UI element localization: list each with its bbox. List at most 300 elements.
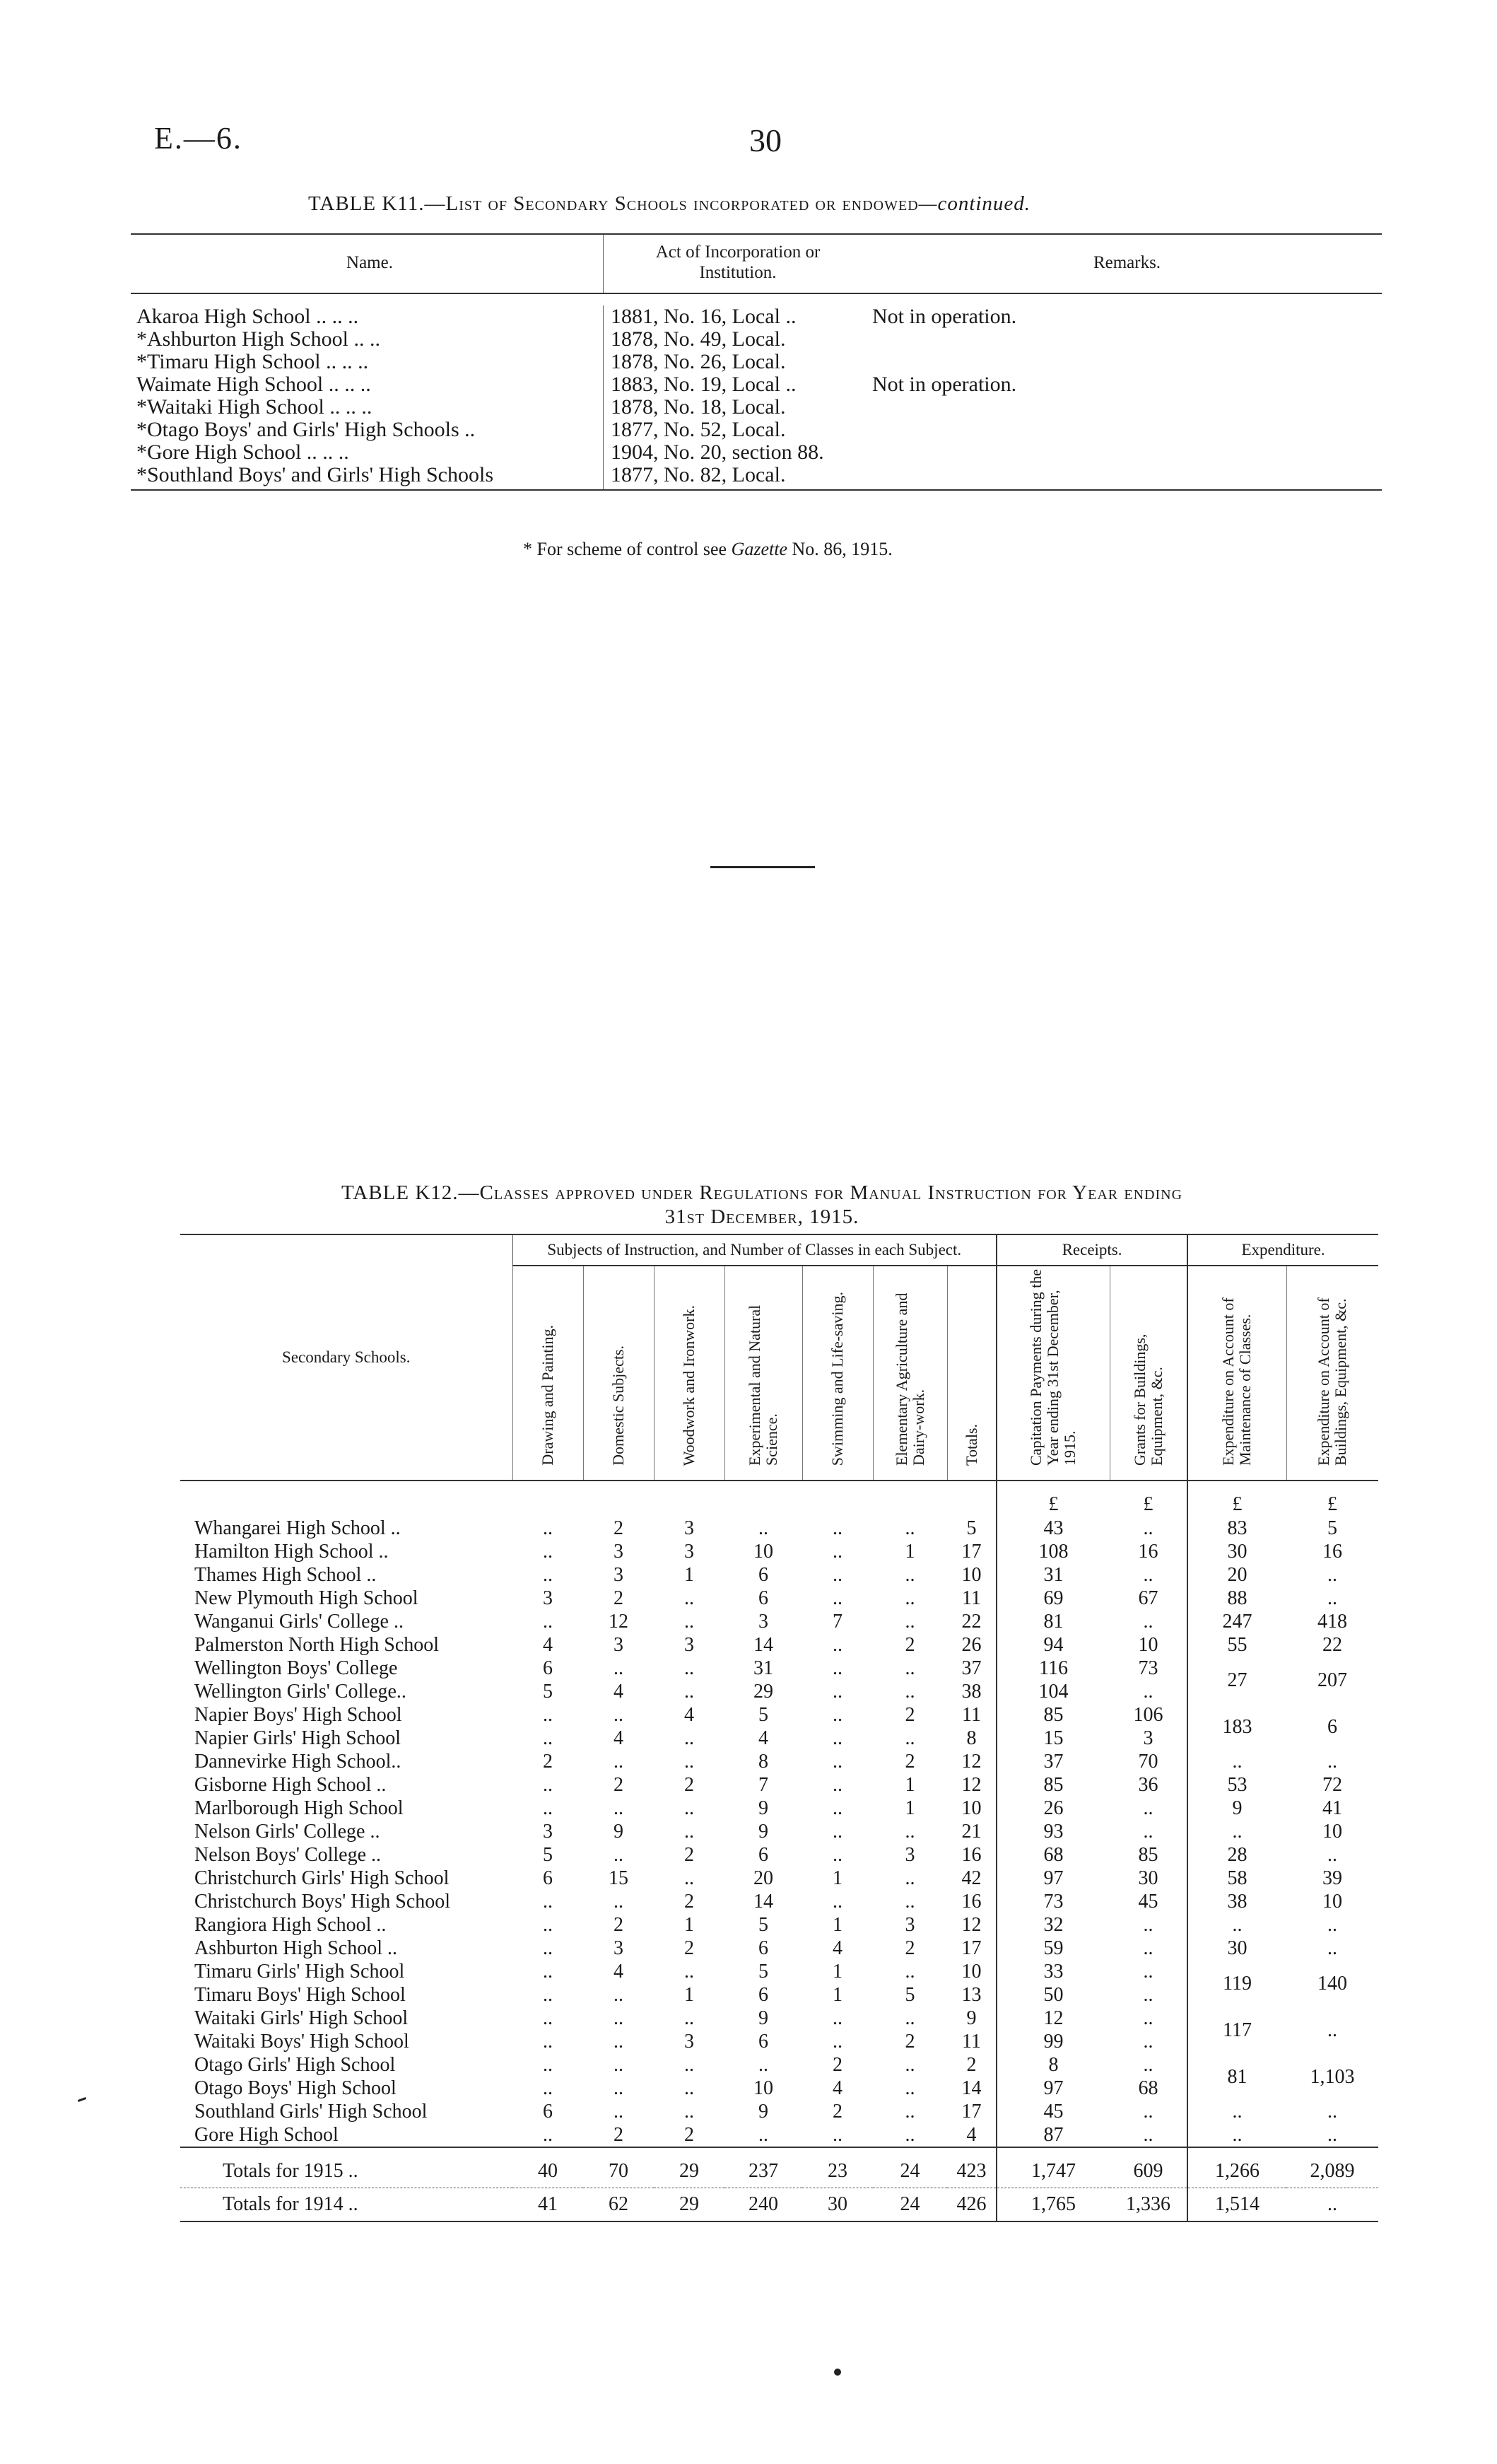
cell-swimming: 1 [833,1867,843,1889]
page-number: 30 [749,122,782,158]
cell-swimming: 1 [833,1914,843,1936]
cell-capitation: 104 [997,1680,1110,1703]
cell-agriculture: 2 [905,1751,915,1773]
school-name: Palmerston North High School [194,1634,440,1656]
cell-woodwork: 1 [684,1914,694,1936]
cell-experimental: 6 [758,1984,768,2006]
cell-swimming: .. [833,2007,843,2029]
cell-agriculture: .. [905,2101,915,2123]
cell-domestic: .. [614,2077,623,2099]
footnote-suffix: No. 86, 1915. [787,539,893,559]
cell-capitation: 43 [997,1517,1110,1540]
school-name: Akaroa High School .. .. .. [136,305,359,328]
cell-exp-build: 22 [1322,1634,1343,1656]
cell-domestic: 3 [614,1937,623,1959]
cell-grants: 106 [1133,1704,1163,1726]
cell-capitation: 32 [997,1913,1110,1937]
cell-total: 9 [966,2007,977,2029]
cell-capitation: 15 [997,1727,1110,1750]
cell-experimental: 9 [758,1797,768,1819]
table-row [180,2053,1378,2077]
cell-exp-maint: .. [1187,1820,1286,1843]
table-row [180,1843,1378,1867]
col-header-drawing [512,1266,583,1481]
cell-drawing: 5 [543,1681,553,1703]
cell-woodwork: .. [684,1961,694,1983]
school-name: Otago Girls' High School [194,2054,396,2076]
cell-exp-maint: 38 [1187,1890,1286,1913]
table-k12-title [211,1181,1313,1229]
cell-swimming: .. [833,2031,843,2053]
cell-grants: 16 [1138,1541,1158,1563]
cell-domestic: .. [614,1704,623,1726]
table-row [180,1540,1378,1563]
cell-exp-build: .. [1327,2124,1338,2146]
cell-domestic: 12 [609,1611,628,1633]
school-name: Otago Boys' High School [194,2077,397,2099]
school-name: Timaru Boys' High School [194,1984,406,2006]
cell-domestic: .. [614,1984,623,2006]
school-name: Napier Girls' High School [194,1727,401,1749]
remarks: Not in operation. [872,305,1017,328]
col-header-swimming [802,1266,873,1481]
col-header-capitation-text: Capitation Payments during the Year ending 31st December, 1915. [1027,1268,1079,1466]
cell-grants: 73 [1138,1657,1158,1679]
unit-grants: £ [1143,1493,1153,1515]
cell-experimental: 5 [758,1961,768,1983]
table-row [131,419,1382,441]
cell-swimming: .. [833,1751,843,1773]
total-drawing: 41 [512,2188,583,2222]
cell-woodwork: .. [684,1867,694,1889]
table-row [180,1913,1378,1937]
act-of-incorporation: 1877, No. 82, Local. [604,464,866,490]
table-row [180,1890,1378,1913]
cell-grants: .. [1143,2007,1153,2029]
cell-total: 26 [961,1634,982,1656]
school-name: Southland Girls' High School [194,2101,428,2123]
col-header-exp-maintenance-text: Expenditure on Account of Maintenance of Classes. [1219,1297,1255,1466]
cell-total: 16 [961,1844,982,1866]
cell-capitation: 33 [997,1960,1110,1983]
cell-experimental: 3 [758,1611,768,1633]
cell-experimental: 20 [753,1867,773,1889]
table-k12-title-line1: TABLE K12.—Classes approved under Regulations for Manual Instruction for Year ending [341,1181,1183,1204]
cell-total: 5 [966,1517,977,1539]
cell-agriculture: 3 [905,1844,915,1866]
table-row [180,2123,1378,2147]
table-row [131,396,1382,419]
cell-experimental: 10 [753,1541,773,1563]
school-name: Marlborough High School [194,1797,404,1819]
cell-drawing: .. [543,1797,553,1819]
col-header-drawing-text: Drawing and Painting. [539,1325,556,1466]
cell-drawing: 2 [543,1751,553,1773]
school-name: Waimate High School .. .. .. [136,373,371,396]
cell-agriculture: .. [905,1821,915,1843]
cell-drawing: .. [543,1611,553,1633]
cell-experimental: 7 [758,1774,768,1796]
cell-drawing: .. [543,1914,553,1936]
total-exp-build: 2,089 [1286,2147,1378,2188]
cell-woodwork: .. [684,1611,694,1633]
cell-woodwork: .. [684,1751,694,1773]
remarks [865,396,1382,419]
cell-grants: .. [1143,2101,1153,2123]
cell-swimming: .. [833,1587,843,1609]
cell-experimental: 9 [758,2101,768,2123]
table-row [180,1563,1378,1587]
cell-woodwork: 2 [684,2124,694,2146]
table-row [180,2007,1378,2030]
cell-drawing: .. [543,1704,553,1726]
cell-grants: .. [1143,1984,1153,2006]
school-name: Hamilton High School .. [194,1541,389,1563]
col-header-exp-buildings [1286,1266,1378,1481]
table-row [131,328,1382,351]
cell-experimental: 10 [753,2077,773,2099]
school-name: Ashburton High School .. [194,1937,397,1959]
total-agriculture: 24 [873,2147,947,2188]
school-name: *Gore High School .. .. .. [136,440,349,464]
cell-agriculture: .. [905,1657,915,1679]
cell-woodwork: .. [684,2077,694,2099]
cell-drawing: .. [543,2031,553,2053]
cell-agriculture: .. [905,1587,915,1609]
cell-agriculture: .. [905,1611,915,1633]
cell-capitation: 26 [997,1797,1110,1820]
school-name: *Timaru High School .. .. .. [136,350,369,373]
cell-capitation: 97 [997,1867,1110,1890]
school-name: *Waitaki High School .. .. .. [136,395,372,419]
cell-exp-maint: .. [1187,1750,1286,1773]
table-k12-body [180,1481,1378,2221]
total-domestic: 62 [583,2188,654,2222]
table-row [131,351,1382,373]
cell-experimental: 14 [753,1634,773,1656]
cell-exp-maint: .. [1187,2123,1286,2147]
table-row [131,441,1382,464]
table-k11-header-row [131,234,1382,293]
cell-total: 4 [966,2124,977,2146]
cell-drawing: .. [543,1774,553,1796]
cell-agriculture: .. [905,1891,915,1913]
cell-woodwork: 2 [684,1937,694,1959]
cell-swimming: .. [833,1657,843,1679]
cell-grants: .. [1143,1611,1153,1633]
cell-exp-build: 140 [1317,1972,1348,1995]
cell-domestic: .. [614,2054,623,2076]
col-header-act-text: Act of Incorporation or Institution. [655,243,821,282]
cell-capitation: 12 [997,2007,1110,2030]
col-header-domestic-text: Domestic Subjects. [609,1345,627,1466]
cell-agriculture: .. [905,1961,915,1983]
total-exp-maint: 1,266 [1187,2147,1286,2188]
cell-exp-maint: 117 [1187,2007,1286,2053]
cell-domestic: 4 [614,1961,623,1983]
total-exp-maint: 1,514 [1187,2188,1286,2222]
cell-exp-build: .. [1327,1587,1338,1609]
cell-drawing: 6 [543,2101,553,2123]
cell-domestic: 2 [614,1774,623,1796]
cell-exp-maint: 9 [1187,1797,1286,1820]
cell-capitation: 108 [997,1540,1110,1563]
cell-domestic: 2 [614,1517,623,1539]
cell-domestic: .. [614,1797,623,1819]
cell-exp-build: .. [1327,1564,1338,1586]
table-row [180,1867,1378,1890]
cell-agriculture: .. [905,1681,915,1703]
cell-drawing: 3 [543,1821,553,1843]
cell-agriculture: .. [905,2007,915,2029]
group-header-subjects: Subjects of Instruction, and Number of Classes in each Subject. [512,1234,997,1266]
total-grants: 609 [1110,2147,1187,2188]
cell-drawing: .. [543,2054,553,2076]
col-header-woodwork-text: Woodwork and Ironwork. [680,1304,698,1466]
cell-capitation: 50 [997,1983,1110,2007]
cell-capitation: 37 [997,1750,1110,1773]
table-row [180,1657,1378,1680]
school-name: Christchurch Boys' High School [194,1891,451,1913]
cell-domestic: 3 [614,1634,623,1656]
remarks [865,441,1382,464]
cell-total: 10 [961,1961,982,1983]
cell-exp-maint: 81 [1187,2053,1286,2100]
cell-domestic: 2 [614,1587,623,1609]
cell-exp-build: .. [1327,2019,1338,2041]
cell-grants: .. [1143,1681,1153,1703]
cell-woodwork: 3 [684,1517,694,1539]
cell-total: 13 [961,1984,982,2006]
total-experimental: 240 [724,2188,802,2222]
cell-capitation: 87 [997,2123,1110,2147]
table-row [180,1610,1378,1633]
remarks [865,464,1382,490]
cell-exp-maint: 30 [1187,1540,1286,1563]
cell-grants: .. [1143,1914,1153,1936]
cell-total: 11 [962,1587,981,1609]
table-row [131,305,1382,328]
table-row [180,2100,1378,2123]
cell-woodwork: 3 [684,1541,694,1563]
unit-capitation: £ [997,1481,1110,1517]
cell-experimental: 6 [758,1564,768,1586]
cell-domestic: .. [614,1844,623,1866]
table-row [180,1517,1378,1540]
table-k11 [131,233,1382,491]
cell-swimming: 2 [833,2054,843,2076]
cell-woodwork: .. [684,2101,694,2123]
cell-exp-maint: 20 [1187,1563,1286,1587]
cell-swimming: .. [833,1891,843,1913]
cell-agriculture: 1 [905,1541,915,1563]
school-name: *Southland Boys' and Girls' High Schools [131,464,604,490]
cell-experimental: 5 [758,1914,768,1936]
cell-total: 17 [961,1937,982,1959]
col-header-experimental-text: Experimental and Natural Science. [746,1304,780,1466]
act-of-incorporation: 1881, No. 16, Local .. [604,305,866,328]
table-k11-footnote [523,539,893,560]
total-swimming: 30 [802,2188,873,2222]
cell-woodwork: .. [684,1681,694,1703]
cell-total: 11 [962,2031,981,2053]
cell-woodwork: .. [684,1821,694,1843]
col-header-name: Name. [131,234,604,293]
cell-domestic: .. [614,1751,623,1773]
cell-swimming: .. [833,1797,843,1819]
col-header-agriculture-text: Elementary Agriculture and Dairy-work. [892,1292,927,1466]
cell-drawing: .. [543,1891,553,1913]
table-row [180,1587,1378,1610]
cell-experimental: 14 [753,1891,773,1913]
cell-exp-maint: .. [1187,1913,1286,1937]
cell-woodwork: 2 [684,1891,694,1913]
cell-total: 2 [966,2054,977,2076]
total-drawing: 40 [512,2147,583,2188]
cell-exp-maint: 58 [1187,1867,1286,1890]
col-header-domestic [583,1266,654,1481]
cell-capitation: 59 [997,1937,1110,1960]
cell-swimming: .. [833,1727,843,1749]
cell-capitation: 31 [997,1563,1110,1587]
cell-exp-build: 41 [1322,1797,1343,1819]
currency-unit-row [180,1481,1378,1517]
cell-domestic: 9 [614,1821,623,1843]
cell-grants: 70 [1138,1751,1158,1773]
cell-domestic: 4 [614,1681,623,1703]
act-of-incorporation: 1904, No. 20, section 88. [604,441,866,464]
cell-capitation: 85 [997,1773,1110,1797]
cell-grants: 85 [1138,1844,1158,1866]
cell-agriculture: .. [905,1727,915,1749]
group-header-expenditure: Expenditure. [1187,1234,1378,1266]
cell-capitation: 8 [997,2053,1110,2077]
remarks [865,328,1382,351]
cell-total: 12 [961,1751,982,1773]
cell-capitation: 85 [997,1703,1110,1727]
cell-grants: .. [1143,1821,1153,1843]
cell-capitation: 94 [997,1633,1110,1657]
cell-exp-build: .. [1327,1844,1338,1866]
table-k12-title-line2: 31st December, 1915. [664,1205,859,1228]
cell-drawing: 6 [543,1867,553,1889]
cell-agriculture: 1 [905,1774,915,1796]
table-k11-title-main: List of Secondary Schools incorporated or endowed [445,192,919,215]
cell-swimming: .. [833,1541,843,1563]
cell-domestic: 3 [614,1541,623,1563]
total-exp-build: .. [1286,2188,1378,2222]
cell-drawing: .. [543,2124,553,2146]
remarks [865,419,1382,441]
total-capitation: 1,747 [997,2147,1110,2188]
cell-woodwork: 1 [684,1564,694,1586]
cell-total: 10 [961,1797,982,1819]
remarks: Not in operation. [872,373,1017,396]
cell-grants: .. [1143,1937,1153,1959]
table-k11-title-suffix: —continued. [918,192,1031,215]
total-domestic: 70 [583,2147,654,2188]
document-reference: E.—6. [154,121,242,156]
act-of-incorporation: 1878, No. 26, Local. [604,351,866,373]
cell-experimental: 4 [758,1727,768,1749]
cell-total: 10 [961,1564,982,1586]
table-k12 [180,1234,1378,2222]
cell-exp-build: 72 [1322,1774,1343,1796]
col-header-grants [1110,1266,1187,1481]
cell-agriculture: .. [905,1517,915,1539]
school-name: *Ashburton High School .. .. [136,327,380,351]
cell-domestic: .. [614,2007,623,2029]
cell-exp-build: 207 [1317,1669,1348,1691]
table-k11-title [308,192,1227,216]
cell-drawing: .. [543,1727,553,1749]
unit-exp-maintenance: £ [1187,1481,1286,1517]
school-name: Wellington Boys' College [194,1657,398,1679]
cell-capitation: 73 [997,1890,1110,1913]
cell-drawing: 6 [543,1657,553,1679]
cell-swimming: 7 [833,1611,843,1633]
cell-agriculture: 2 [905,2031,915,2053]
cell-swimming: .. [833,1774,843,1796]
cell-agriculture: .. [905,2124,915,2146]
cell-exp-build: 6 [1327,1715,1338,1738]
school-name: Whangarei High School .. [194,1517,401,1539]
cell-total: 11 [962,1704,981,1726]
school-name: Nelson Boys' College .. [194,1844,382,1866]
cell-woodwork: .. [684,1657,694,1679]
cell-agriculture: 2 [905,1937,915,1959]
act-of-incorporation: 1878, No. 49, Local. [604,328,866,351]
table-k11-title-prefix: TABLE K11.— [308,192,446,215]
cell-exp-maint: 183 [1187,1703,1286,1750]
totals-row [180,2188,1378,2222]
cell-experimental: 6 [758,2031,768,2053]
cell-exp-build: .. [1327,1937,1338,1959]
col-header-swimming-text: Swimming and Life-saving. [828,1291,846,1466]
cell-total: 21 [961,1821,982,1843]
cell-drawing: 5 [543,1844,553,1866]
cell-domestic: .. [614,1891,623,1913]
col-header-exp-maintenance [1187,1266,1286,1481]
cell-total: 17 [961,2101,982,2123]
cell-grants: .. [1143,2124,1153,2146]
cell-domestic: .. [614,1657,623,1679]
unit-exp-buildings: £ [1327,1493,1338,1515]
cell-grants: .. [1143,2054,1153,2076]
cell-swimming: 4 [833,1937,843,1959]
total-capitation: 1,765 [997,2188,1110,2222]
act-of-incorporation: 1878, No. 18, Local. [604,396,866,419]
cell-agriculture: .. [905,1564,915,1586]
cell-woodwork: 2 [684,1844,694,1866]
school-name: Dannevirke High School.. [194,1751,401,1773]
cell-exp-build: .. [1327,1914,1338,1936]
group-header-receipts: Receipts. [997,1234,1187,1266]
cell-experimental: 31 [753,1657,773,1679]
col-header-grants-text: Grants for Buildings, Equipment, &c. [1130,1333,1166,1466]
cell-experimental: 9 [758,2007,768,2029]
footnote-prefix: * For scheme of control see [523,539,732,559]
cell-total: 12 [961,1774,982,1796]
cell-domestic: .. [614,2101,623,2123]
cell-experimental: .. [758,2124,768,2146]
cell-exp-maint: 119 [1187,1960,1286,2007]
table-k11-body [131,293,1382,490]
cell-woodwork: 3 [684,1634,694,1656]
school-name: Waitaki Boys' High School [194,2031,409,2053]
table-row [180,1750,1378,1773]
cell-domestic: 15 [609,1867,628,1889]
